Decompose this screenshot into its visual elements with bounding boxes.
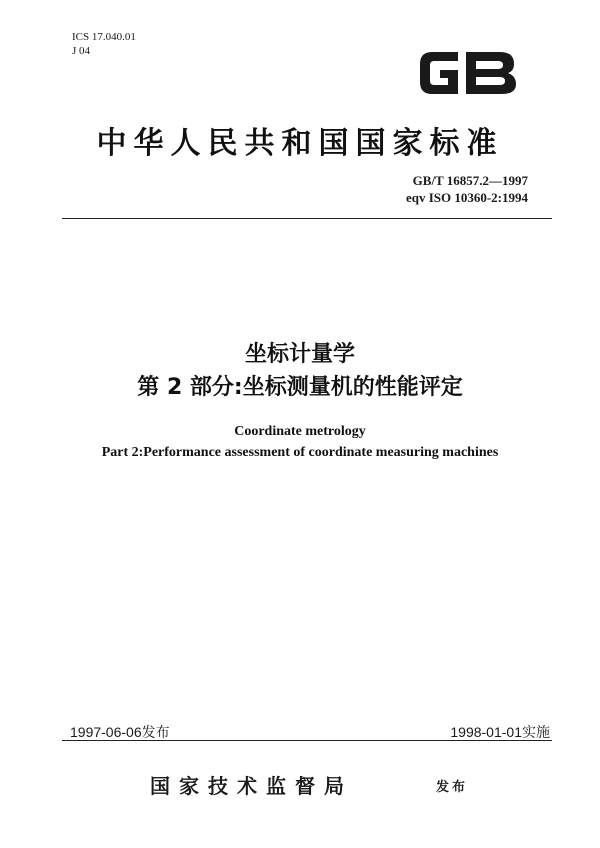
issuing-authority: 国家技术监督局 <box>150 774 353 798</box>
implementation-date: 1998-01-01实施 <box>450 724 550 740</box>
bottom-divider <box>62 740 552 741</box>
national-standard-title: 中华人民共和国国家标准 <box>96 126 504 161</box>
chinese-title-line1: 坐标计量学 <box>244 342 355 367</box>
gb-logo-icon <box>414 44 522 102</box>
equivalent-standard: eqv ISO 10360-2:1994 <box>405 190 528 205</box>
english-title-line1: Coordinate metrology <box>234 424 366 439</box>
chinese-title-line2: 第 2 部分:坐标测量机的性能评定 <box>137 375 463 400</box>
ccs-code: J 04 <box>72 45 91 57</box>
english-title-line2: Part 2:Performance assessment of coordinate measuring machines <box>101 445 499 460</box>
issuer-suffix: 发布 <box>436 780 469 795</box>
issue-date: 1997-06-06发布 <box>70 724 170 740</box>
standard-number: GB/T 16857.2—1997 <box>412 173 528 188</box>
ics-code: ICS 17.040.01 <box>72 31 136 43</box>
standard-number-block <box>406 172 528 206</box>
top-divider <box>62 218 552 219</box>
classification-codes <box>72 30 136 58</box>
